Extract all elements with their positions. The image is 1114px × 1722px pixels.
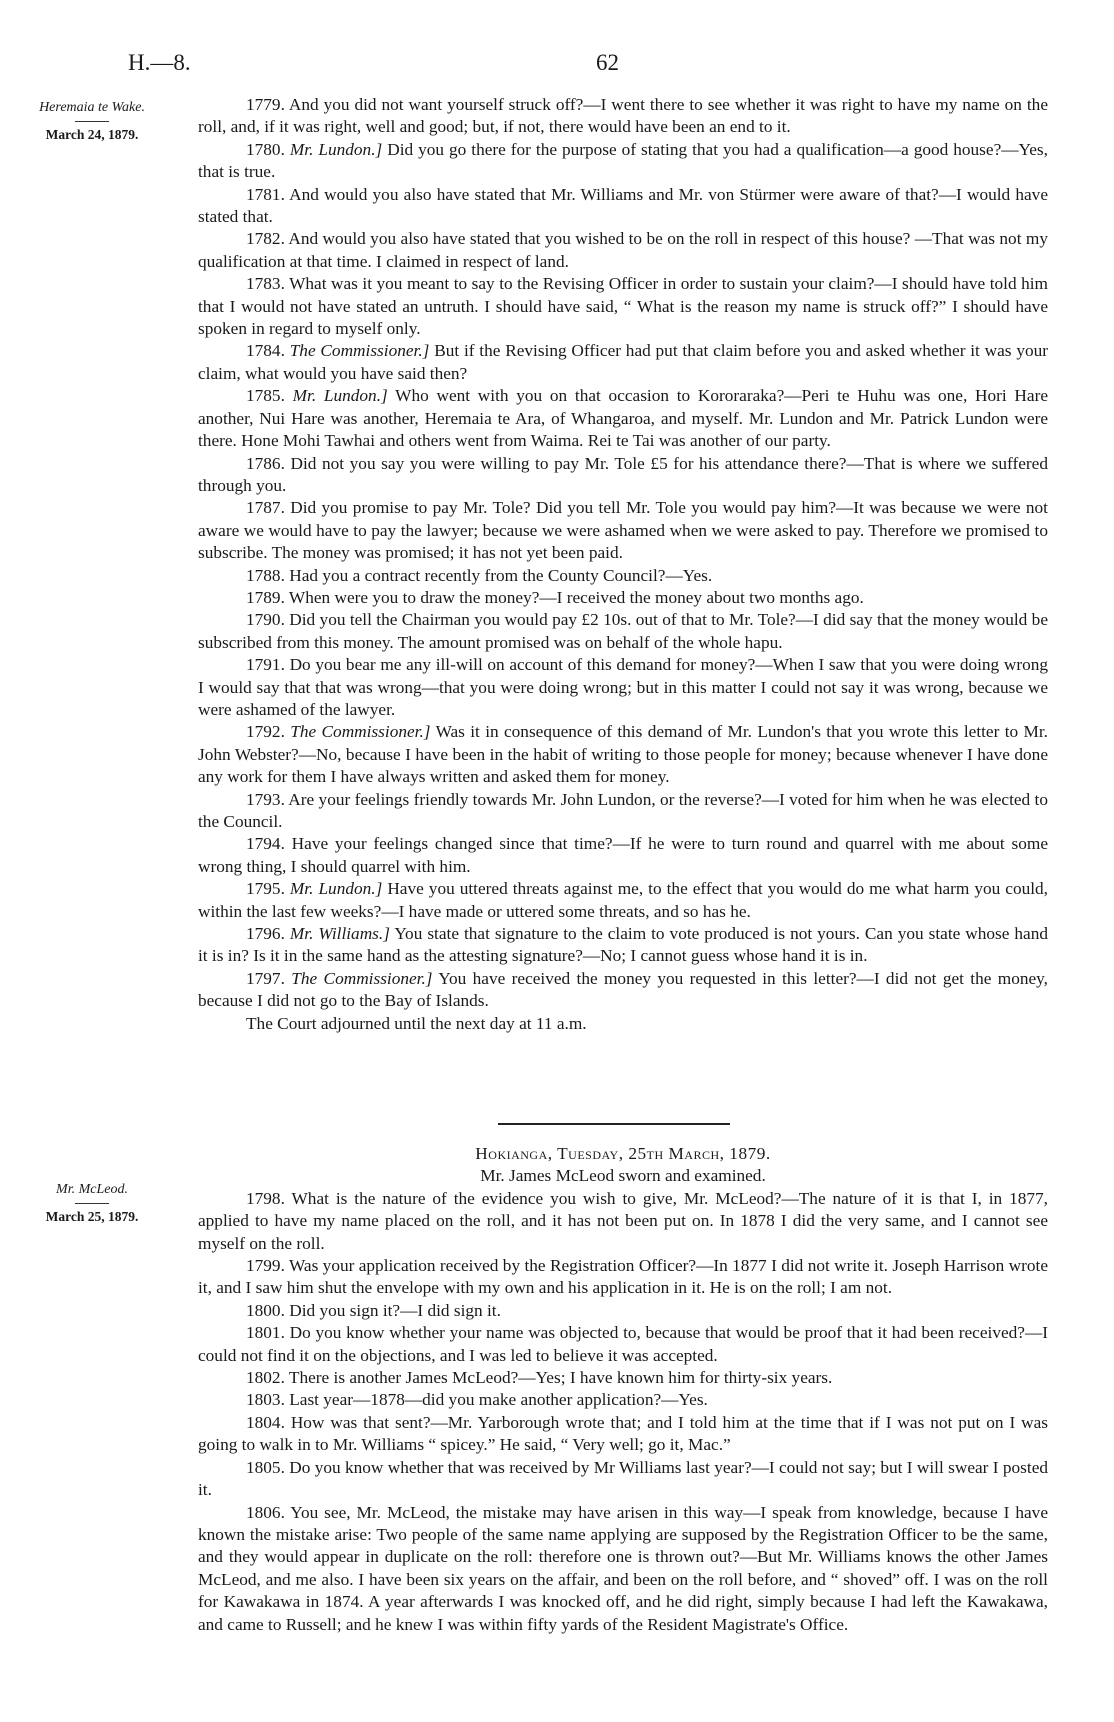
margin-note-name: Heremaia te Wake.	[39, 100, 145, 115]
question-number: 1793.	[246, 789, 285, 809]
margin-note-heremaia	[22, 100, 162, 142]
speaker-label: Mr. Williams.]	[289, 924, 390, 944]
testimony-paragraph	[198, 565, 1048, 587]
question-number: 1796.	[246, 924, 285, 944]
speaker-label: The Commissioner.]	[290, 722, 431, 742]
testimony-paragraph	[198, 1502, 1048, 1636]
testimony-text: What was it you meant to say to the Revising Officer in order to sustain your claim?—I should have told him that I would not have stated an untruth. I should have said, “ What is the reason my name is struck off?” I should have spoken in regard to myself only.	[198, 274, 1048, 339]
question-number: 1803.	[246, 1390, 285, 1410]
testimony-paragraph	[198, 1389, 1048, 1411]
speaker-label: The Commissioner.]	[291, 968, 433, 988]
testimony-text: Do you bear me any ill-will on account of this demand for money?—When I saw that you were doing wrong I would say that that was wrong—that you were doing wrong; but in this matter I could not say it was wrong, because we were ashamed of the lawyer.	[198, 655, 1049, 719]
testimony-text: Did you sign it?—I did sign it.	[289, 1300, 501, 1320]
testimony-paragraph	[198, 1367, 1048, 1389]
testimony-text: Was it in consequence of this demand of Mr. Lundon's that you wrote this letter to Mr. John Webster?—No, because I have been in the habit of writing to those people for money; because whenever I have done any work for them I have always written and asked them for money.	[198, 722, 1048, 787]
question-number: 1786.	[246, 453, 285, 473]
session-heading: Hokianga, Tuesday, 25th March, 1879.	[475, 1144, 771, 1163]
testimony-paragraph	[198, 923, 1048, 968]
testimony-paragraph	[198, 1457, 1048, 1502]
question-number: 1798.	[246, 1188, 285, 1208]
section-divider	[498, 1123, 730, 1125]
testimony-text: Did you tell the Chairman you would pay £2 10s. out of that to Mr. Tole?—I did say that the money would be subscribed from this money. The amount promised was on behalf of the whole hapu.	[198, 610, 1048, 652]
testimony-text: You see, Mr. McLeod, the mistake may have arisen in this way—I speak from knowledge, because I have known the mistake arise: Two people of the same name applying are supposed by the Registration Officer to be the same, and they would appear in duplicate on the roll: therefore one is thrown out?—But Mr. Williams knows the other James McLeod, and me also. I have been six years on the affair, and been on the roll before, and “ shoved” off. I was on the roll for Kawakawa in 1874. A year afterwards I was knocked off, and he did right, simply because I had left the Kawakawa, and came to Russell; and he knew I was within fifty yards of the Resident Magistrate's Office.	[198, 1502, 1048, 1634]
question-number: 1780.	[246, 139, 285, 159]
testimony-text: Did you promise to pay Mr. Tole? Did you tell Mr. Tole you would pay him?—It was because we were not aware we would have to pay the lawyer; because we were ashamed when we were asked to pay. Therefore we promised to subscribe. The money was promised; it has not yet been paid.	[198, 498, 1048, 563]
testimony-paragraph	[198, 273, 1048, 340]
testimony-text: Have you uttered threats against me, to the effect that you would do me what harm you could, within the last few weeks?—I have made or uttered some threats, and so has he.	[198, 879, 1048, 921]
margin-divider	[75, 121, 109, 122]
question-number: 1806.	[246, 1502, 285, 1522]
question-number: 1781.	[246, 184, 285, 204]
testimony-text: Do you know whether your name was objected to, because that would be proof that it had been received?—I could not find it on the objections, and I was led to believe it was accepted.	[198, 1323, 1048, 1365]
testimony-text: Who went with you on that occasion to Kororaraka?—Peri te Huhu was one, Hori Hare another, Nui Hare was another, Heremaia te Ara, of Whangaroa, and myself. Mr. Lundon and Mr. Patrick Lundon were there. Hone Mohi Tawhai and others went from Waima. Rei te Tai was another of our party.	[198, 386, 1048, 451]
question-number: 1794.	[246, 834, 285, 854]
testimony-text: Do you know whether that was received by Mr Williams last year?—I could not say; but I will swear I posted it.	[198, 1457, 1049, 1500]
question-number: 1785.	[246, 386, 285, 406]
speaker-label: Mr. Lundon.]	[292, 386, 388, 406]
testimony-text: Was your application received by the Registration Officer?—In 1877 I did not write it. Joseph Harrison wrote it, and I saw him shut the envelope with my own and his application in it. He is on the roll; I am not.	[198, 1256, 1048, 1298]
testimony-text: How was that sent?—Mr. Yarborough wrote that; and I told him at the time that if I was not put on I was going to walk in to Mr. Williams “ spicey.” He said, “ Very well; go it, Mac.”	[198, 1412, 1048, 1455]
question-number: 1789.	[246, 587, 285, 607]
testimony-paragraph	[198, 878, 1048, 923]
margin-note-date: March 25, 1879.	[45, 1209, 139, 1224]
testimony-text: You have received the money you requested in this letter?—I did not get the money, because I did not go to the Bay of Islands.	[198, 968, 1048, 1011]
testimony-paragraph	[198, 94, 1048, 139]
question-number: 1787.	[246, 498, 285, 518]
testimony-text: Did you go there for the purpose of stating that you had a qualification—a good house?—Yes, that is true.	[198, 139, 1048, 182]
testimony-paragraph	[198, 609, 1048, 654]
question-number: 1784.	[246, 341, 285, 361]
testimony-paragraph	[198, 1300, 1048, 1322]
question-number: 1801.	[246, 1323, 285, 1343]
testimony-text: There is another James McLeod?—Yes; I have known him for thirty-six years.	[288, 1368, 833, 1388]
question-number: 1788.	[246, 565, 285, 585]
margin-note-date: March 24, 1879.	[45, 127, 139, 142]
testimony-text: And would you also have stated that you wished to be on the roll in respect of this house? —That was not my qualification at that time. I claimed in respect of land.	[198, 229, 1049, 271]
speaker-label: The Commissioner.]	[289, 341, 430, 361]
adjournment-note: The Court adjourned until the next day at 11 a.m.	[246, 1013, 587, 1033]
testimony-text: Last year—1878—did you make another application?—Yes.	[289, 1390, 708, 1410]
testimony-text: But if the Revising Officer had put that claim before you and asked whether it was your claim, what would you have said then?	[198, 341, 1048, 383]
question-number: 1790.	[246, 610, 285, 630]
testimony-text: And would you also have stated that Mr. Williams and Mr. von Stürmer were aware of that?—I would have stated that.	[198, 184, 1048, 227]
page-number: 62	[596, 50, 619, 75]
testimony-text: You state that signature to the claim to vote produced is not yours. Can you state whose hand it is in? Is it in the same hand as the attesting signature?—No; I cannot guess whose hand it is in.	[198, 924, 1049, 966]
page-header	[0, 50, 1114, 80]
margin-note-mcleod	[22, 1182, 162, 1224]
testimony-paragraph	[198, 789, 1048, 834]
question-number: 1799.	[246, 1256, 285, 1276]
testimony-paragraph	[198, 340, 1048, 385]
testimony-paragraph	[198, 385, 1048, 452]
testimony-paragraph	[198, 587, 1048, 609]
margin-divider	[75, 1203, 109, 1204]
question-number: 1804.	[246, 1412, 285, 1432]
question-number: 1795.	[246, 879, 285, 899]
testimony-paragraph	[198, 1412, 1048, 1457]
document-reference: H.—8.	[128, 50, 191, 75]
testimony-text: And you did not want yourself struck off?—I went there to see whether it was right to have my name on the roll, and, if it was right, well and good; but, if not, there would have been an end to it.	[198, 95, 1048, 137]
testimony-paragraph	[198, 453, 1048, 498]
testimony-section-mcleod	[198, 1143, 1048, 1636]
testimony-paragraph	[198, 654, 1048, 721]
testimony-paragraph	[198, 968, 1048, 1013]
testimony-text: Have your feelings changed since that time?—If he were to turn round and quarrel with me about some wrong thing, I should quarrel with him.	[198, 834, 1048, 876]
testimony-section-heremaia	[198, 94, 1048, 1035]
question-number: 1805.	[246, 1457, 285, 1477]
testimony-text: Had you a contract recently from the County Council?—Yes.	[289, 565, 713, 585]
testimony-paragraph	[198, 1322, 1048, 1367]
speaker-label: Mr. Lundon.]	[289, 879, 383, 899]
testimony-paragraph	[198, 184, 1048, 229]
testimony-paragraph	[198, 721, 1048, 788]
testimony-text: Are your feelings friendly towards Mr. John Lundon, or the reverse?—I voted for him when he was elected to the Council.	[198, 789, 1048, 831]
question-number: 1802.	[246, 1368, 285, 1388]
question-number: 1800.	[246, 1300, 285, 1320]
testimony-paragraph	[198, 139, 1048, 184]
question-number: 1791.	[246, 655, 285, 675]
speaker-label: Mr. Lundon.]	[289, 139, 383, 159]
testimony-paragraph	[198, 497, 1048, 564]
question-number: 1782.	[246, 229, 285, 249]
testimony-paragraph	[198, 228, 1048, 273]
question-number: 1797.	[246, 968, 285, 988]
testimony-paragraph	[198, 1188, 1048, 1255]
testimony-paragraph	[198, 833, 1048, 878]
witness-heading: Mr. James McLeod sworn and examined.	[480, 1166, 766, 1186]
testimony-text: Did not you say you were willing to pay Mr. Tole £5 for his attendance there?—That is where we suffered through you.	[198, 453, 1048, 495]
testimony-text: When were you to draw the money?—I received the money about two months ago.	[288, 587, 864, 607]
question-number: 1792.	[246, 722, 285, 742]
testimony-paragraph	[198, 1255, 1048, 1300]
question-number: 1779.	[246, 95, 285, 114]
question-number: 1783.	[246, 274, 285, 294]
testimony-text: What is the nature of the evidence you wish to give, Mr. McLeod?—The nature of it is that I, in 1877, applied to have my name placed on the roll, and it has not been put on. In 1878 I did the very same, and I cannot see myself on the roll.	[198, 1188, 1048, 1253]
margin-note-name: Mr. McLeod.	[56, 1182, 128, 1197]
